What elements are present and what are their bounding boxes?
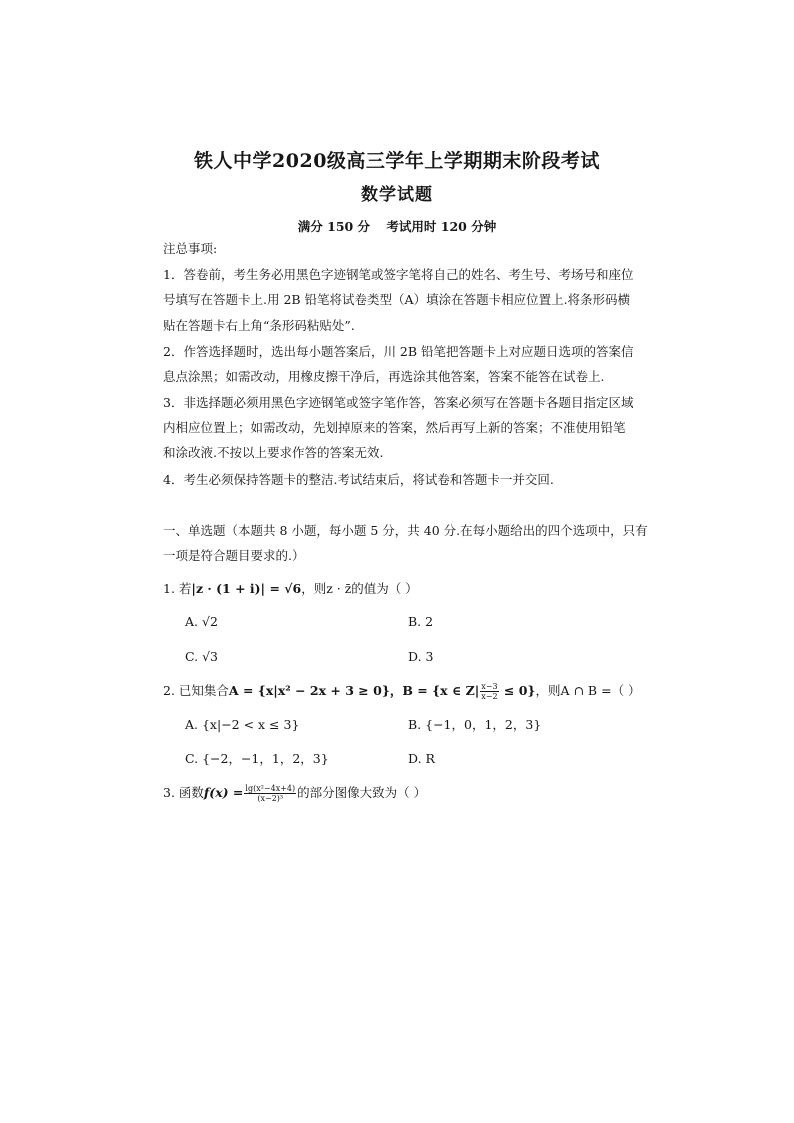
q2-fraction bbox=[480, 682, 498, 701]
q2-suffix: ，则A ∩ B =（ ） bbox=[535, 683, 641, 698]
q2-option-a: A. {x|−2 < x ≤ 3} bbox=[185, 717, 300, 732]
q1-expr: |z · (1 + i)| = √6 bbox=[191, 581, 302, 596]
q2-option-b: B. {−1，0，1，2，3} bbox=[408, 717, 542, 732]
q2-option-d: D. R bbox=[408, 751, 435, 766]
q2-frac-num: x−3 bbox=[481, 682, 498, 691]
q3-fx: f(x) = bbox=[203, 785, 244, 800]
score-text: 满分 150 分 bbox=[297, 219, 371, 234]
notice-item3-line1: 3．非选择题必须用黑色字迹钢笔或签字笔作答，答案必须写在答题卡各题目指定区域 bbox=[163, 395, 634, 410]
exam-info bbox=[0, 217, 794, 235]
exam-title: 铁人中学2020级高三学年上学期期末阶段考试 bbox=[194, 150, 600, 172]
q1-option-a: A. √2 bbox=[185, 614, 218, 629]
q3-frac-den: (x−2)³ bbox=[257, 794, 284, 803]
q2-frac-den: x−2 bbox=[481, 692, 498, 701]
q3-frac-num: lg(x²−4x+4) bbox=[245, 784, 296, 793]
q3-fraction bbox=[244, 784, 296, 803]
q1-prefix: 1. 若 bbox=[163, 581, 192, 596]
question-2 bbox=[163, 682, 641, 701]
exam-subtitle: 数学试题 bbox=[361, 185, 433, 205]
q1-option-c: C. √3 bbox=[185, 649, 218, 664]
q2-set-a: A = {x|x² − 2x + 3 ≥ 0} bbox=[228, 683, 390, 698]
notice-item1-line2: 号填写在答题卡上.用 2B 铅笔将试卷类型（A）填涂在答题卡相应位置上.将条形码横 bbox=[163, 292, 631, 307]
q1-suffix: ，则z · z̄的值为（ ） bbox=[301, 581, 418, 596]
question-3 bbox=[163, 784, 426, 803]
q1-option-d: D. 3 bbox=[408, 649, 434, 664]
notice-heading: 注总事项: bbox=[163, 241, 218, 256]
q2-set-b-right: ≤ 0} bbox=[499, 683, 536, 698]
notice-item3-line2: 内相应位置上；如需改动，先划掉原来的答案，然后再写上新的答案；不准使用铅笔 bbox=[163, 420, 626, 435]
section1-line2: 一项是符合题目要求的.） bbox=[163, 548, 305, 563]
notice-item2-line2: 息点涂黑；如需改动，用橡皮擦干净后，再选涂其他答案，答案不能答在试卷上. bbox=[163, 369, 605, 384]
notice-item1-line1: 1．答卷前，考生务必用黑色字迹钢笔或签字笔将自己的姓名、考生号、考场号和座位 bbox=[163, 267, 634, 282]
notice-item1-line3: 贴在答题卡右上角“条形码粘贴处”. bbox=[163, 318, 355, 333]
notice-item2-line1: 2．作答选择题时，选出每小题答案后，川 2B 铅笔把答题卡上对应题日选项的答案信 bbox=[163, 344, 634, 359]
q1-option-b: B. 2 bbox=[408, 614, 434, 629]
time-text: 考试用时 120 分钟 bbox=[386, 219, 497, 234]
section1-line1: 一、单选题（本题共 8 小题，每小题 5 分，共 40 分.在每小题给出的四个选项中，只有 bbox=[163, 523, 648, 538]
notice-item3-line3: 和涂改液.不按以上要求作答的答案无效. bbox=[163, 445, 384, 460]
q3-prefix: 3. 函数 bbox=[163, 785, 204, 800]
notice-item4-line1: 4．考生必须保持答题卡的整洁.考试结束后，将试卷和答题卡一并交回. bbox=[163, 472, 554, 487]
q2-prefix: 2. 已知集合 bbox=[163, 683, 229, 698]
question-1 bbox=[163, 580, 418, 598]
q2-option-c: C. {−2，−1，1，2，3} bbox=[185, 751, 329, 766]
q2-set-b-left: ，B = {x ∈ Z| bbox=[389, 683, 480, 698]
q3-suffix: 的部分图像大致为（ ） bbox=[297, 785, 427, 800]
